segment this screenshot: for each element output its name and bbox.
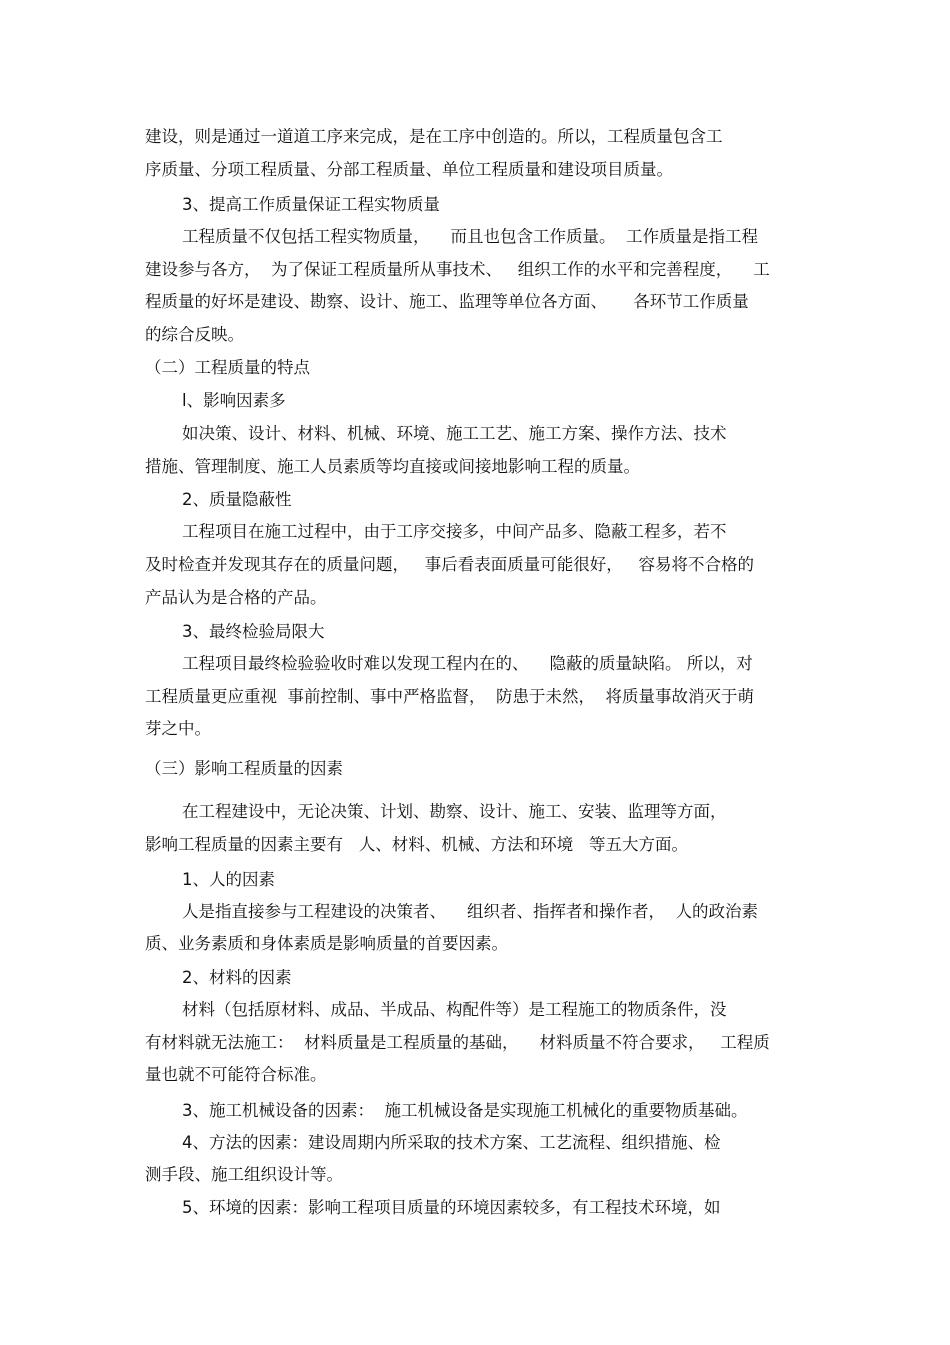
paragraph-line: 程质量的好坏是建设、勘察、设计、施工、监理等单位各方面、 各环节工作质量 (145, 292, 749, 311)
paragraph-line: 工程项目最终检验验收时难以发现工程内在的、 隐蔽的质量缺陷。 所以，对 (182, 654, 753, 673)
subsection-heading: 2、质量隐蔽性 (182, 490, 292, 509)
paragraph-line: 的综合反映。 (145, 325, 244, 344)
paragraph-line: 4、方法的因素：建设周期内所采取的技术方案、工艺流程、组织措施、检 (182, 1133, 721, 1152)
paragraph-line: 3、施工机械设备的因素： 施工机械设备是实现施工机械化的重要物质基础。 (182, 1101, 748, 1120)
paragraph-line: 如决策、设计、材料、机械、环境、施工工艺、施工方案、操作方法、技术 (182, 424, 727, 443)
paragraph-line: 5、环境的因素：影响工程项目质量的环境因素较多，有工程技术环境，如 (182, 1198, 721, 1217)
subsection-heading: 3、提高工作质量保证工程实物质量 (182, 195, 440, 214)
section-heading: （二）工程质量的特点 (145, 358, 310, 377)
subsection-heading: l、影响因素多 (182, 391, 286, 410)
paragraph-line: 工程项目在施工过程中，由于工序交接多，中间产品多、隐蔽工程多，若不 (182, 522, 727, 541)
subsection-heading: 3、最终检验局限大 (182, 622, 325, 641)
subsection-heading: 1、人的因素 (182, 870, 275, 889)
paragraph-line: 工程质量更应重视 事前控制、事中严格监督， 防患于未然， 将质量事故消灭于萌 (145, 687, 754, 706)
paragraph-line: 有材料就无法施工： 材料质量是工程质量的基础， 材料质量不符合要求， 工程质 (145, 1033, 770, 1052)
subsection-heading: 2、材料的因素 (182, 968, 292, 987)
paragraph-line: 测手段、施工组织设计等。 (145, 1165, 343, 1184)
paragraph-line: 措施、管理制度、施工人员素质等均直接或间接地影响工程的质量。 (145, 457, 640, 476)
paragraph-line: 影响工程质量的因素主要有 人、材料、机械、方法和环境 等五大方面。 (145, 835, 688, 854)
paragraph-line: 人是指直接参与工程建设的决策者、 组织者、指挥者和操作者， 人的政治素 (182, 902, 758, 921)
paragraph-line: 芽之中。 (145, 719, 211, 738)
paragraph-line: 建设，则是通过一道道工序来完成，是在工序中创造的。所以，工程质量包含工 (145, 127, 723, 146)
paragraph-line: 及时检查并发现其存在的质量问题， 事后看表面质量可能很好， 容易将不合格的 (145, 555, 754, 574)
paragraph-line: 质、业务素质和身体素质是影响质量的首要因素。 (145, 934, 508, 953)
paragraph-line: 在工程建设中，无论决策、计划、勘察、设计、施工、安装、监理等方面， (182, 802, 727, 821)
paragraph-line: 序质量、分项工程质量、分部工程质量、单位工程质量和建设项目质量。 (145, 160, 673, 179)
paragraph-line: 量也就不可能符合标准。 (145, 1065, 327, 1084)
paragraph-line: 材料（包括原材料、成品、半成品、构配件等）是工程施工的物质条件，没 (182, 1000, 727, 1019)
section-heading: （三）影响工程质量的因素 (145, 759, 343, 778)
paragraph-line: 产品认为是合格的产品。 (145, 588, 327, 607)
paragraph-line: 建设参与各方， 为了保证工程质量所从事技术、 组织工作的水平和完善程度， 工 (145, 260, 770, 279)
paragraph-line: 工程质量不仅包括工程实物质量， 而且也包含工作质量。 工作质量是指工程 (182, 227, 758, 246)
